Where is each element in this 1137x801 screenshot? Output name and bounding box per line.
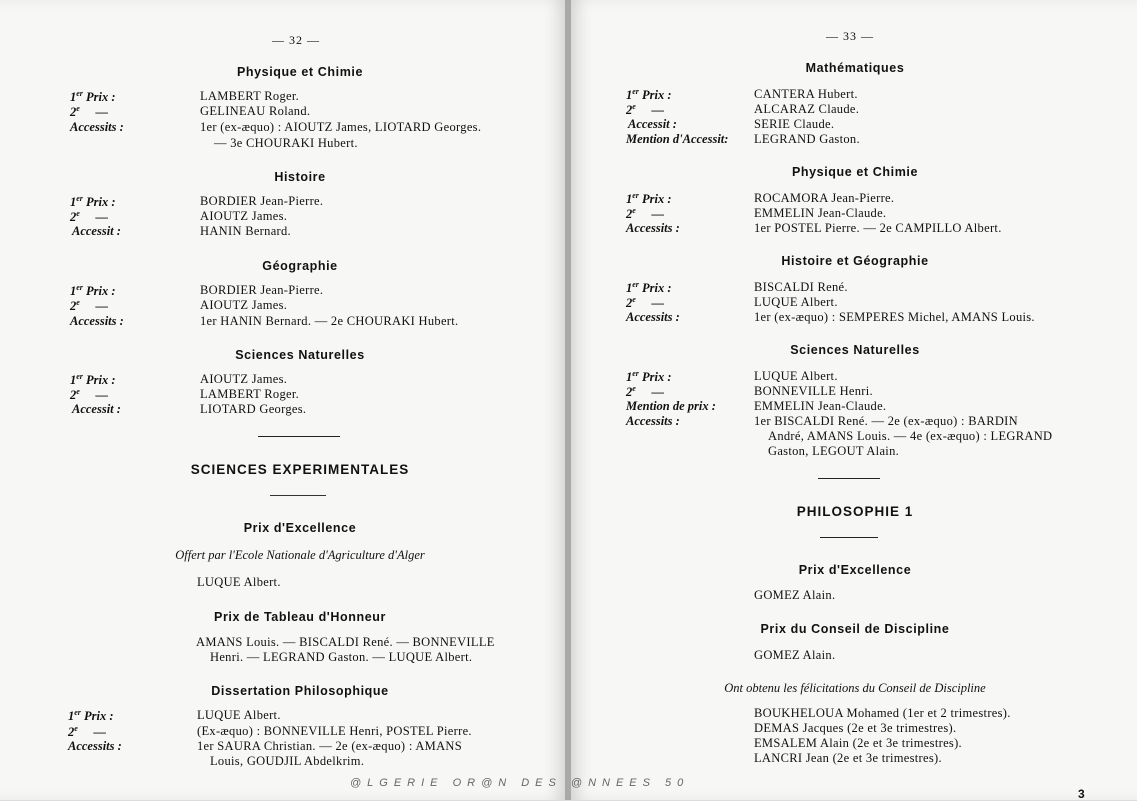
heading-physique-chimie: Physique et Chimie — [791, 165, 919, 179]
list-item: LANCRI Jean (2e et 3e trimestres). — [754, 751, 942, 765]
excellence-winner: LUQUE Albert. — [197, 575, 281, 589]
label-1er-prix: 1er Prix : — [626, 191, 672, 207]
label-2e: 2e — — [70, 209, 108, 225]
label-1er-prix: 1er Prix : — [626, 369, 672, 385]
section-divider — [818, 478, 880, 479]
label-1er-prix: 1er Prix : — [70, 283, 116, 299]
label-1er-prix: 1er Prix : — [70, 372, 116, 388]
value: GELINEAU Roland. — [200, 104, 311, 118]
value: EMMELIN Jean-Claude. — [754, 399, 887, 413]
section-divider — [258, 436, 340, 437]
value: LIOTARD Georges. — [200, 402, 307, 416]
label-accessits: Accessits : — [70, 314, 124, 328]
value: BORDIER Jean-Pierre. — [200, 283, 324, 297]
label-accessit: Accessit : — [628, 117, 677, 131]
heading-tableau-honneur: Prix de Tableau d'Honneur — [214, 610, 386, 624]
tableau-line-1: AMANS Louis. — BISCALDI René. — BONNEVILLE — [196, 635, 495, 649]
value: 1er HANIN Bernard. — 2e CHOURAKI Hubert. — [200, 314, 459, 328]
heading-physique-chimie: Physique et Chimie — [236, 65, 364, 79]
corner-page-number: 3 — [1078, 787, 1085, 801]
label-accessit: Accessit : — [72, 224, 121, 238]
value: ROCAMORA Jean-Pierre. — [754, 191, 895, 205]
value: 1er (ex-æquo) : SEMPERES Michel, AMANS Louis. — [754, 310, 1035, 324]
value: LUQUE Albert. — [754, 295, 838, 309]
label-2e: 2e — — [626, 295, 664, 311]
value: AIOUTZ James. — [200, 372, 288, 386]
value: AIOUTZ James. — [200, 209, 288, 223]
list-item: EMSALEM Alain (2e et 3e trimestres). — [754, 736, 962, 750]
value: LEGRAND Gaston. — [754, 132, 860, 146]
excellence-winner: GOMEZ Alain. — [754, 588, 836, 602]
label-2e: 2e — — [626, 384, 664, 400]
value: LUQUE Albert. — [754, 369, 838, 383]
value: AIOUTZ James. — [200, 298, 288, 312]
label-mention-prix: Mention de prix : — [626, 399, 716, 413]
label-accessits: Accessits : — [626, 221, 680, 235]
label-2e: 2e — — [626, 206, 664, 222]
heading-prix-excellence: Prix d'Excellence — [798, 563, 912, 577]
heading-prix-excellence: Prix d'Excellence — [243, 521, 357, 535]
value: CANTERA Hubert. — [754, 87, 858, 101]
label-accessits: Accessits : — [70, 120, 124, 134]
label-accessits: Accessits : — [68, 739, 122, 753]
value: LAMBERT Roger. — [200, 89, 300, 103]
heading-histoire-geographie: Histoire et Géographie — [781, 254, 929, 268]
page-number-left: — 32 — — [272, 33, 320, 47]
value-continuation: — 3e CHOURAKI Hubert. — [214, 136, 358, 150]
watermark: @LGERIE OR@N DES @NNEES 50 — [350, 777, 690, 789]
label-2e: 2e — — [70, 387, 108, 403]
section-title-sciences-experimentales: SCIENCES EXPERIMENTALES — [190, 462, 410, 477]
value: BISCALDI René. — [754, 280, 848, 294]
value-continuation: Gaston, LEGOUT Alain. — [768, 444, 900, 458]
label-accessits: Accessits : — [626, 414, 680, 428]
label-mention-accessit: Mention d'Accessit: — [626, 132, 729, 146]
label-accessit: Accessit : — [72, 402, 121, 416]
value: EMMELIN Jean-Claude. — [754, 206, 887, 220]
heading-conseil-discipline: Prix du Conseil de Discipline — [760, 622, 950, 636]
section-title-philosophie: PHILOSOPHIE 1 — [796, 504, 914, 519]
heading-histoire: Histoire — [274, 170, 326, 184]
value-continuation: André, AMANS Louis. — 4e (ex-æquo) : LEGRAND — [768, 429, 1053, 443]
section-divider — [270, 495, 326, 496]
label-1er-prix: 1er Prix : — [70, 194, 116, 210]
value: 1er SAURA Christian. — 2e (ex-æquo) : AMANS — [197, 739, 462, 753]
list-item: DEMAS Jacques (2e et 3e trimestres). — [754, 721, 957, 735]
value: LUQUE Albert. — [197, 708, 281, 722]
value: BORDIER Jean-Pierre. — [200, 194, 324, 208]
heading-sciences-naturelles: Sciences Naturelles — [790, 343, 920, 357]
value: 1er (ex-æquo) : AIOUTZ James, LIOTARD Georges. — [200, 120, 482, 134]
value: LAMBERT Roger. — [200, 387, 300, 401]
value: BONNEVILLE Henri. — [754, 384, 873, 398]
heading-mathematiques: Mathématiques — [805, 61, 905, 75]
value: 1er POSTEL Pierre. — 2e CAMPILLO Albert. — [754, 221, 1002, 235]
heading-geographie: Géographie — [262, 259, 338, 273]
excellence-subtitle: Offert par l'Ecole Nationale d'Agriculture d'Alger — [175, 548, 425, 562]
tableau-line-2: Henri. — LEGRAND Gaston. — LUQUE Albert. — [210, 650, 473, 664]
label-1er-prix: 1er Prix : — [68, 708, 114, 724]
value: 1er BISCALDI René. — 2e (ex-æquo) : BARDIN — [754, 414, 1018, 428]
value: HANIN Bernard. — [200, 224, 291, 238]
section-divider — [820, 537, 878, 538]
value: ALCARAZ Claude. — [754, 102, 860, 116]
heading-sciences-naturelles: Sciences Naturelles — [235, 348, 365, 362]
label-2e: 2e — — [70, 104, 108, 120]
conseil-winner: GOMEZ Alain. — [754, 648, 836, 662]
page-number-right: — 33 — — [826, 29, 874, 43]
label-2e: 2e — — [626, 102, 664, 118]
label-1er-prix: 1er Prix : — [626, 280, 672, 296]
label-1er-prix: 1er Prix : — [70, 89, 116, 105]
felicitations-heading: Ont obtenu les félicitations du Conseil de Discipline — [724, 681, 986, 695]
value: (Ex-æquo) : BONNEVILLE Henri, POSTEL Pierre. — [197, 724, 472, 738]
value: SERIE Claude. — [754, 117, 835, 131]
value-continuation: Louis, GOUDJIL Abdelkrim. — [210, 754, 365, 768]
heading-dissertation: Dissertation Philosophique — [211, 684, 389, 698]
label-accessits: Accessits : — [626, 310, 680, 324]
label-1er-prix: 1er Prix : — [626, 87, 672, 103]
list-item: BOUKHELOUA Mohamed (1er et 2 trimestres). — [754, 706, 1011, 720]
label-2e: 2e — — [68, 724, 106, 740]
label-2e: 2e — — [70, 298, 108, 314]
